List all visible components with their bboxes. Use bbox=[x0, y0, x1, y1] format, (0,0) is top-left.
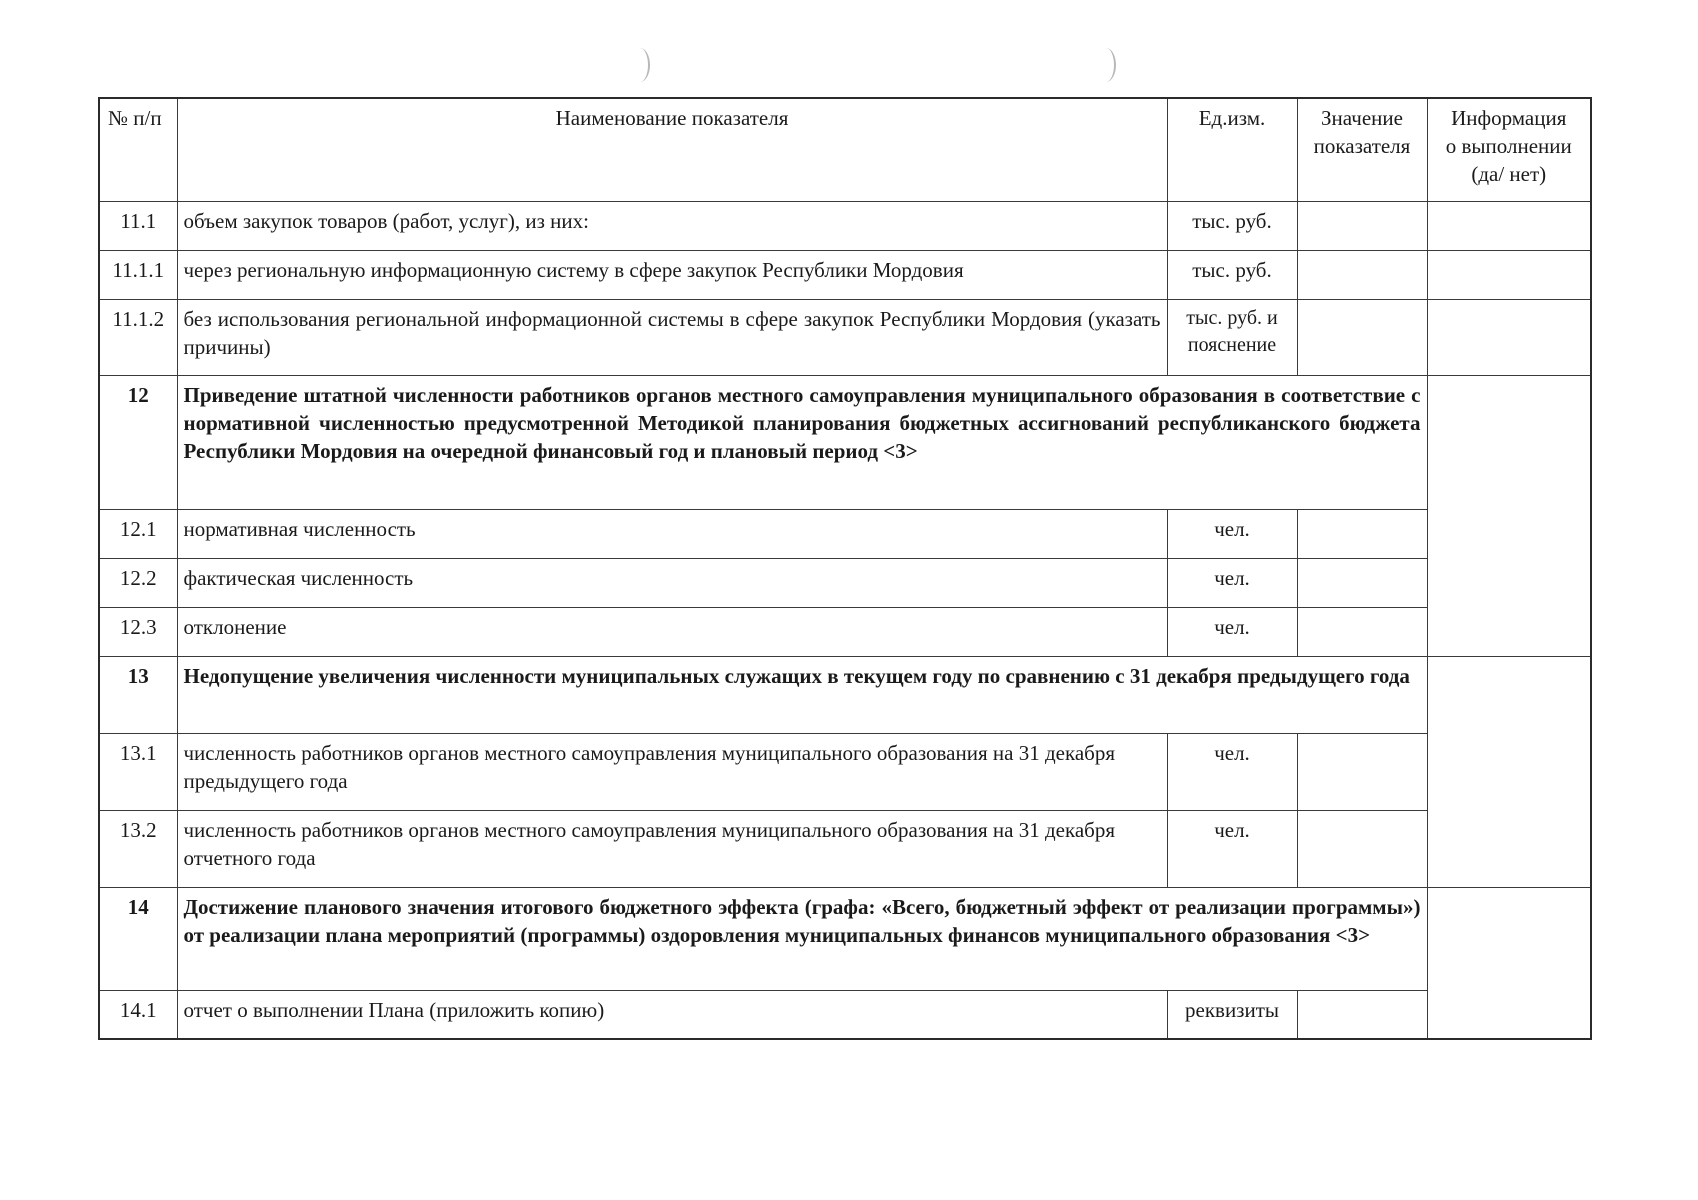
row-name: отчет о выполнении Плана (приложить копию) bbox=[177, 990, 1167, 1039]
table-row bbox=[99, 733, 1591, 810]
row-name: нормативная численность bbox=[177, 509, 1167, 558]
row-name: отклонение bbox=[177, 607, 1167, 656]
row-unit: чел. bbox=[1167, 509, 1297, 558]
row-unit: чел. bbox=[1167, 810, 1297, 887]
section-info-cell bbox=[1427, 887, 1591, 1039]
section-title: Достижение планового значения итогового бюджетного эффекта (графа: «Всего, бюджетный эффект от реализации программы») от реализации плана мероприятий (программы) оздоровления муниципальных финансов муниципального образования <3> bbox=[177, 887, 1427, 990]
row-value-cell bbox=[1297, 201, 1427, 250]
section-row bbox=[99, 656, 1591, 733]
scan-artifact-mark bbox=[630, 48, 650, 82]
table-row bbox=[99, 810, 1591, 887]
header-info-line: (да/ нет) bbox=[1471, 162, 1547, 186]
row-value-cell bbox=[1297, 509, 1427, 558]
section-title: Недопущение увеличения численности муниципальных служащих в текущем году по сравнению с 31 декабря предыдущего года bbox=[177, 656, 1427, 733]
row-num: 11.1.1 bbox=[99, 250, 177, 299]
row-value-cell bbox=[1297, 250, 1427, 299]
section-title: Приведение штатной численности работников органов местного самоуправления муниципального образования в соответствие с нормативной численностью предусмотренной Методикой планирования бюджетных ассигнований республиканского бюджета Республики Мордовия на очередной финансовый год и плановый период <3> bbox=[177, 375, 1427, 509]
header-num: № п/п bbox=[99, 98, 177, 201]
section-num: 12 bbox=[99, 375, 177, 509]
header-info-line: о выполнении bbox=[1445, 134, 1572, 158]
table-row bbox=[99, 250, 1591, 299]
row-num: 13.1 bbox=[99, 733, 177, 810]
header-info-line: Информация bbox=[1451, 106, 1567, 130]
row-value-cell bbox=[1297, 607, 1427, 656]
section-num: 14 bbox=[99, 887, 177, 990]
table-row bbox=[99, 509, 1591, 558]
row-num: 13.2 bbox=[99, 810, 177, 887]
row-num: 12.2 bbox=[99, 558, 177, 607]
row-num: 12.3 bbox=[99, 607, 177, 656]
row-name: объем закупок товаров (работ, услуг), из них: bbox=[177, 201, 1167, 250]
section-info-cell bbox=[1427, 656, 1591, 887]
section-row bbox=[99, 375, 1591, 509]
row-unit-line: пояснение bbox=[1187, 333, 1277, 356]
row-unit: чел. bbox=[1167, 733, 1297, 810]
row-unit: тыс. руб. bbox=[1167, 250, 1297, 299]
table-row bbox=[99, 201, 1591, 250]
row-name: численность работников органов местного самоуправления муниципального образования на 31 декабря отчетного года bbox=[177, 810, 1167, 887]
row-unit bbox=[1167, 299, 1297, 375]
row-num: 11.1 bbox=[99, 201, 177, 250]
row-num: 11.1.2 bbox=[99, 299, 177, 375]
row-unit: тыс. руб. bbox=[1167, 201, 1297, 250]
header-value-line: Значение bbox=[1321, 106, 1403, 130]
row-num: 12.1 bbox=[99, 509, 177, 558]
table-header-row bbox=[99, 98, 1591, 201]
row-value-cell bbox=[1297, 558, 1427, 607]
header-info bbox=[1427, 98, 1591, 201]
row-name: фактическая численность bbox=[177, 558, 1167, 607]
table-row bbox=[99, 990, 1591, 1039]
row-unit: чел. bbox=[1167, 607, 1297, 656]
table-row bbox=[99, 558, 1591, 607]
row-name: численность работников органов местного самоуправления муниципального образования на 31 декабря предыдущего года bbox=[177, 733, 1167, 810]
section-row bbox=[99, 887, 1591, 990]
row-name: через региональную информационную систему в сфере закупок Республики Мордовия bbox=[177, 250, 1167, 299]
row-unit: чел. bbox=[1167, 558, 1297, 607]
section-num: 13 bbox=[99, 656, 177, 733]
row-unit-line: тыс. руб. и bbox=[1186, 306, 1278, 329]
row-value-cell bbox=[1297, 733, 1427, 810]
row-value-cell bbox=[1297, 990, 1427, 1039]
row-value-cell bbox=[1297, 810, 1427, 887]
row-info-cell bbox=[1427, 201, 1591, 250]
row-unit: реквизиты bbox=[1167, 990, 1297, 1039]
row-info-cell bbox=[1427, 299, 1591, 375]
indicators-table bbox=[98, 97, 1592, 1040]
row-name: без использования региональной информационной системы в сфере закупок Республики Мордовия (указать причины) bbox=[177, 299, 1167, 375]
header-name: Наименование показателя bbox=[177, 98, 1167, 201]
scan-artifact-mark bbox=[1096, 48, 1116, 82]
row-info-cell bbox=[1427, 250, 1591, 299]
header-value bbox=[1297, 98, 1427, 201]
table-row bbox=[99, 299, 1591, 375]
header-value-line: показателя bbox=[1313, 134, 1411, 158]
row-value-cell bbox=[1297, 299, 1427, 375]
table-row bbox=[99, 607, 1591, 656]
row-num: 14.1 bbox=[99, 990, 177, 1039]
header-unit: Ед.изм. bbox=[1167, 98, 1297, 201]
section-info-cell bbox=[1427, 375, 1591, 656]
